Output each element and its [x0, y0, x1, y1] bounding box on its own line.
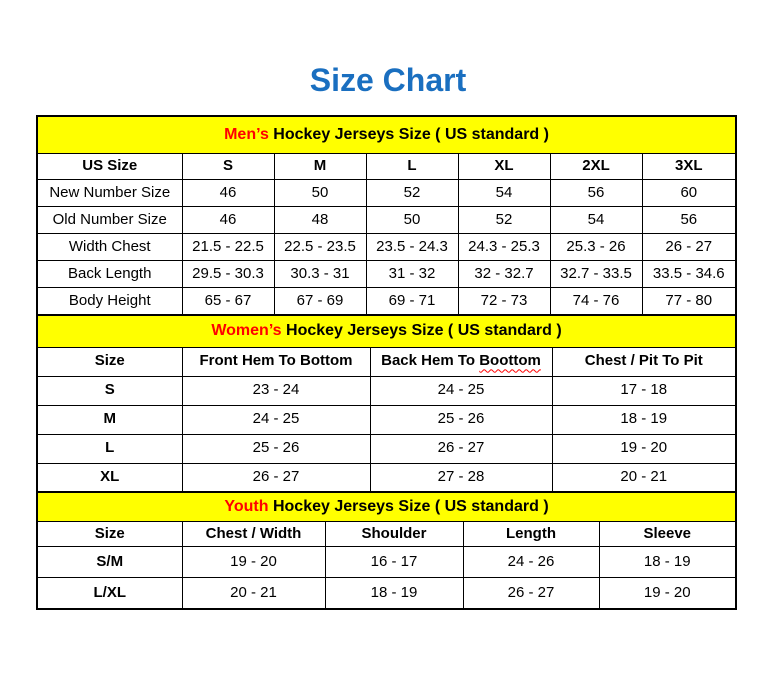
column-header-front-hem: Front Hem To Bottom	[182, 347, 370, 376]
size-value-cell: 19 - 20	[599, 578, 736, 610]
size-value-cell: 29.5 - 30.3	[182, 261, 274, 288]
size-value-cell: 20 - 21	[182, 578, 325, 610]
size-value-cell: 54	[458, 180, 550, 207]
size-value-cell: 52	[458, 207, 550, 234]
mens-size-table	[36, 115, 737, 316]
row-label: L	[37, 434, 182, 463]
size-value-cell: 33.5 - 34.6	[642, 261, 736, 288]
size-value-cell: 30.3 - 31	[274, 261, 366, 288]
back-hem-label-prefix: Back Hem To	[381, 352, 480, 370]
size-value-cell: 19 - 20	[552, 434, 736, 463]
size-value-cell: 24.3 - 25.3	[458, 234, 550, 261]
size-value-cell: 26 - 27	[642, 234, 736, 261]
row-label: L/XL	[37, 578, 182, 610]
youth-header-row	[37, 522, 736, 547]
youth-section-band	[37, 492, 736, 522]
size-value-cell: 23.5 - 24.3	[366, 234, 458, 261]
mens-band-text: Hockey Jerseys Size ( US standard )	[268, 126, 549, 144]
womens-size-table	[36, 314, 737, 494]
column-header-l: L	[366, 154, 458, 180]
size-value-cell: 46	[182, 180, 274, 207]
size-value-cell: 74 - 76	[550, 288, 642, 316]
table-row-womens-l	[37, 434, 736, 463]
youth-band-text: Hockey Jerseys Size ( US standard )	[268, 498, 549, 516]
table-row-womens-s	[37, 376, 736, 405]
size-value-cell: 32.7 - 33.5	[550, 261, 642, 288]
row-label: Width Chest	[37, 234, 182, 261]
table-row-back-length	[37, 261, 736, 288]
youth-band-row	[37, 492, 736, 522]
size-value-cell: 17 - 18	[552, 376, 736, 405]
column-header-shoulder: Shoulder	[325, 522, 463, 547]
mens-band-highlight: Men’s	[224, 126, 269, 144]
size-value-cell: 67 - 69	[274, 288, 366, 316]
table-row-body-height	[37, 288, 736, 316]
size-value-cell: 32 - 32.7	[458, 261, 550, 288]
size-value-cell: 69 - 71	[366, 288, 458, 316]
size-value-cell: 24 - 25	[182, 405, 370, 434]
size-value-cell: 25 - 26	[370, 405, 552, 434]
size-value-cell: 56	[550, 180, 642, 207]
womens-section-band	[37, 315, 736, 348]
column-header-3xl: 3XL	[642, 154, 736, 180]
row-label: XL	[37, 463, 182, 493]
column-header-sleeve: Sleeve	[599, 522, 736, 547]
column-header-us-size: US Size	[37, 154, 182, 180]
youth-size-table	[36, 491, 737, 610]
table-row-old-number-size	[37, 207, 736, 234]
column-header-back-hem	[370, 347, 552, 376]
womens-header-row	[37, 347, 736, 376]
size-value-cell: 16 - 17	[325, 547, 463, 578]
size-value-cell: 24 - 25	[370, 376, 552, 405]
column-header-m: M	[274, 154, 366, 180]
column-header-xl: XL	[458, 154, 550, 180]
column-header-chest-pit: Chest / Pit To Pit	[552, 347, 736, 376]
size-value-cell: 21.5 - 22.5	[182, 234, 274, 261]
size-value-cell: 48	[274, 207, 366, 234]
table-row-womens-m	[37, 405, 736, 434]
size-value-cell: 26 - 27	[370, 434, 552, 463]
size-value-cell: 25.3 - 26	[550, 234, 642, 261]
size-value-cell: 24 - 26	[463, 547, 599, 578]
size-value-cell: 23 - 24	[182, 376, 370, 405]
column-header-s: S	[182, 154, 274, 180]
column-header-2xl: 2XL	[550, 154, 642, 180]
mens-section-band	[37, 116, 736, 154]
row-label: Body Height	[37, 288, 182, 316]
column-header-length: Length	[463, 522, 599, 547]
table-row-youth-lxl	[37, 578, 736, 610]
size-value-cell: 52	[366, 180, 458, 207]
table-row-new-number-size	[37, 180, 736, 207]
mens-band-row	[37, 116, 736, 154]
size-value-cell: 31 - 32	[366, 261, 458, 288]
mens-header-row	[37, 154, 736, 180]
size-value-cell: 50	[274, 180, 366, 207]
size-value-cell: 20 - 21	[552, 463, 736, 493]
size-value-cell: 18 - 19	[552, 405, 736, 434]
row-label: Old Number Size	[37, 207, 182, 234]
table-row-width-chest	[37, 234, 736, 261]
column-header-size: Size	[37, 347, 182, 376]
youth-band-highlight: Youth	[224, 498, 269, 516]
size-value-cell: 72 - 73	[458, 288, 550, 316]
size-value-cell: 50	[366, 207, 458, 234]
row-label: M	[37, 405, 182, 434]
row-label: S	[37, 376, 182, 405]
size-value-cell: 27 - 28	[370, 463, 552, 493]
back-hem-misspelled-word: Boottom	[479, 352, 541, 370]
size-value-cell: 19 - 20	[182, 547, 325, 578]
size-value-cell: 46	[182, 207, 274, 234]
size-value-cell: 25 - 26	[182, 434, 370, 463]
row-label: S/M	[37, 547, 182, 578]
womens-band-highlight: Women’s	[211, 322, 282, 340]
row-label: New Number Size	[37, 180, 182, 207]
size-value-cell: 22.5 - 23.5	[274, 234, 366, 261]
size-value-cell: 56	[642, 207, 736, 234]
womens-band-row	[37, 315, 736, 348]
row-label: Back Length	[37, 261, 182, 288]
size-value-cell: 60	[642, 180, 736, 207]
size-value-cell: 26 - 27	[463, 578, 599, 610]
size-value-cell: 77 - 80	[642, 288, 736, 316]
size-value-cell: 26 - 27	[182, 463, 370, 493]
table-row-youth-sm	[37, 547, 736, 578]
size-value-cell: 54	[550, 207, 642, 234]
column-header-chest-width: Chest / Width	[182, 522, 325, 547]
size-value-cell: 18 - 19	[325, 578, 463, 610]
column-header-size: Size	[37, 522, 182, 547]
page-title: Size Chart	[309, 62, 467, 98]
size-value-cell: 65 - 67	[182, 288, 274, 316]
size-value-cell: 18 - 19	[599, 547, 736, 578]
table-row-womens-xl	[37, 463, 736, 493]
womens-band-text: Hockey Jerseys Size ( US standard )	[281, 322, 562, 340]
